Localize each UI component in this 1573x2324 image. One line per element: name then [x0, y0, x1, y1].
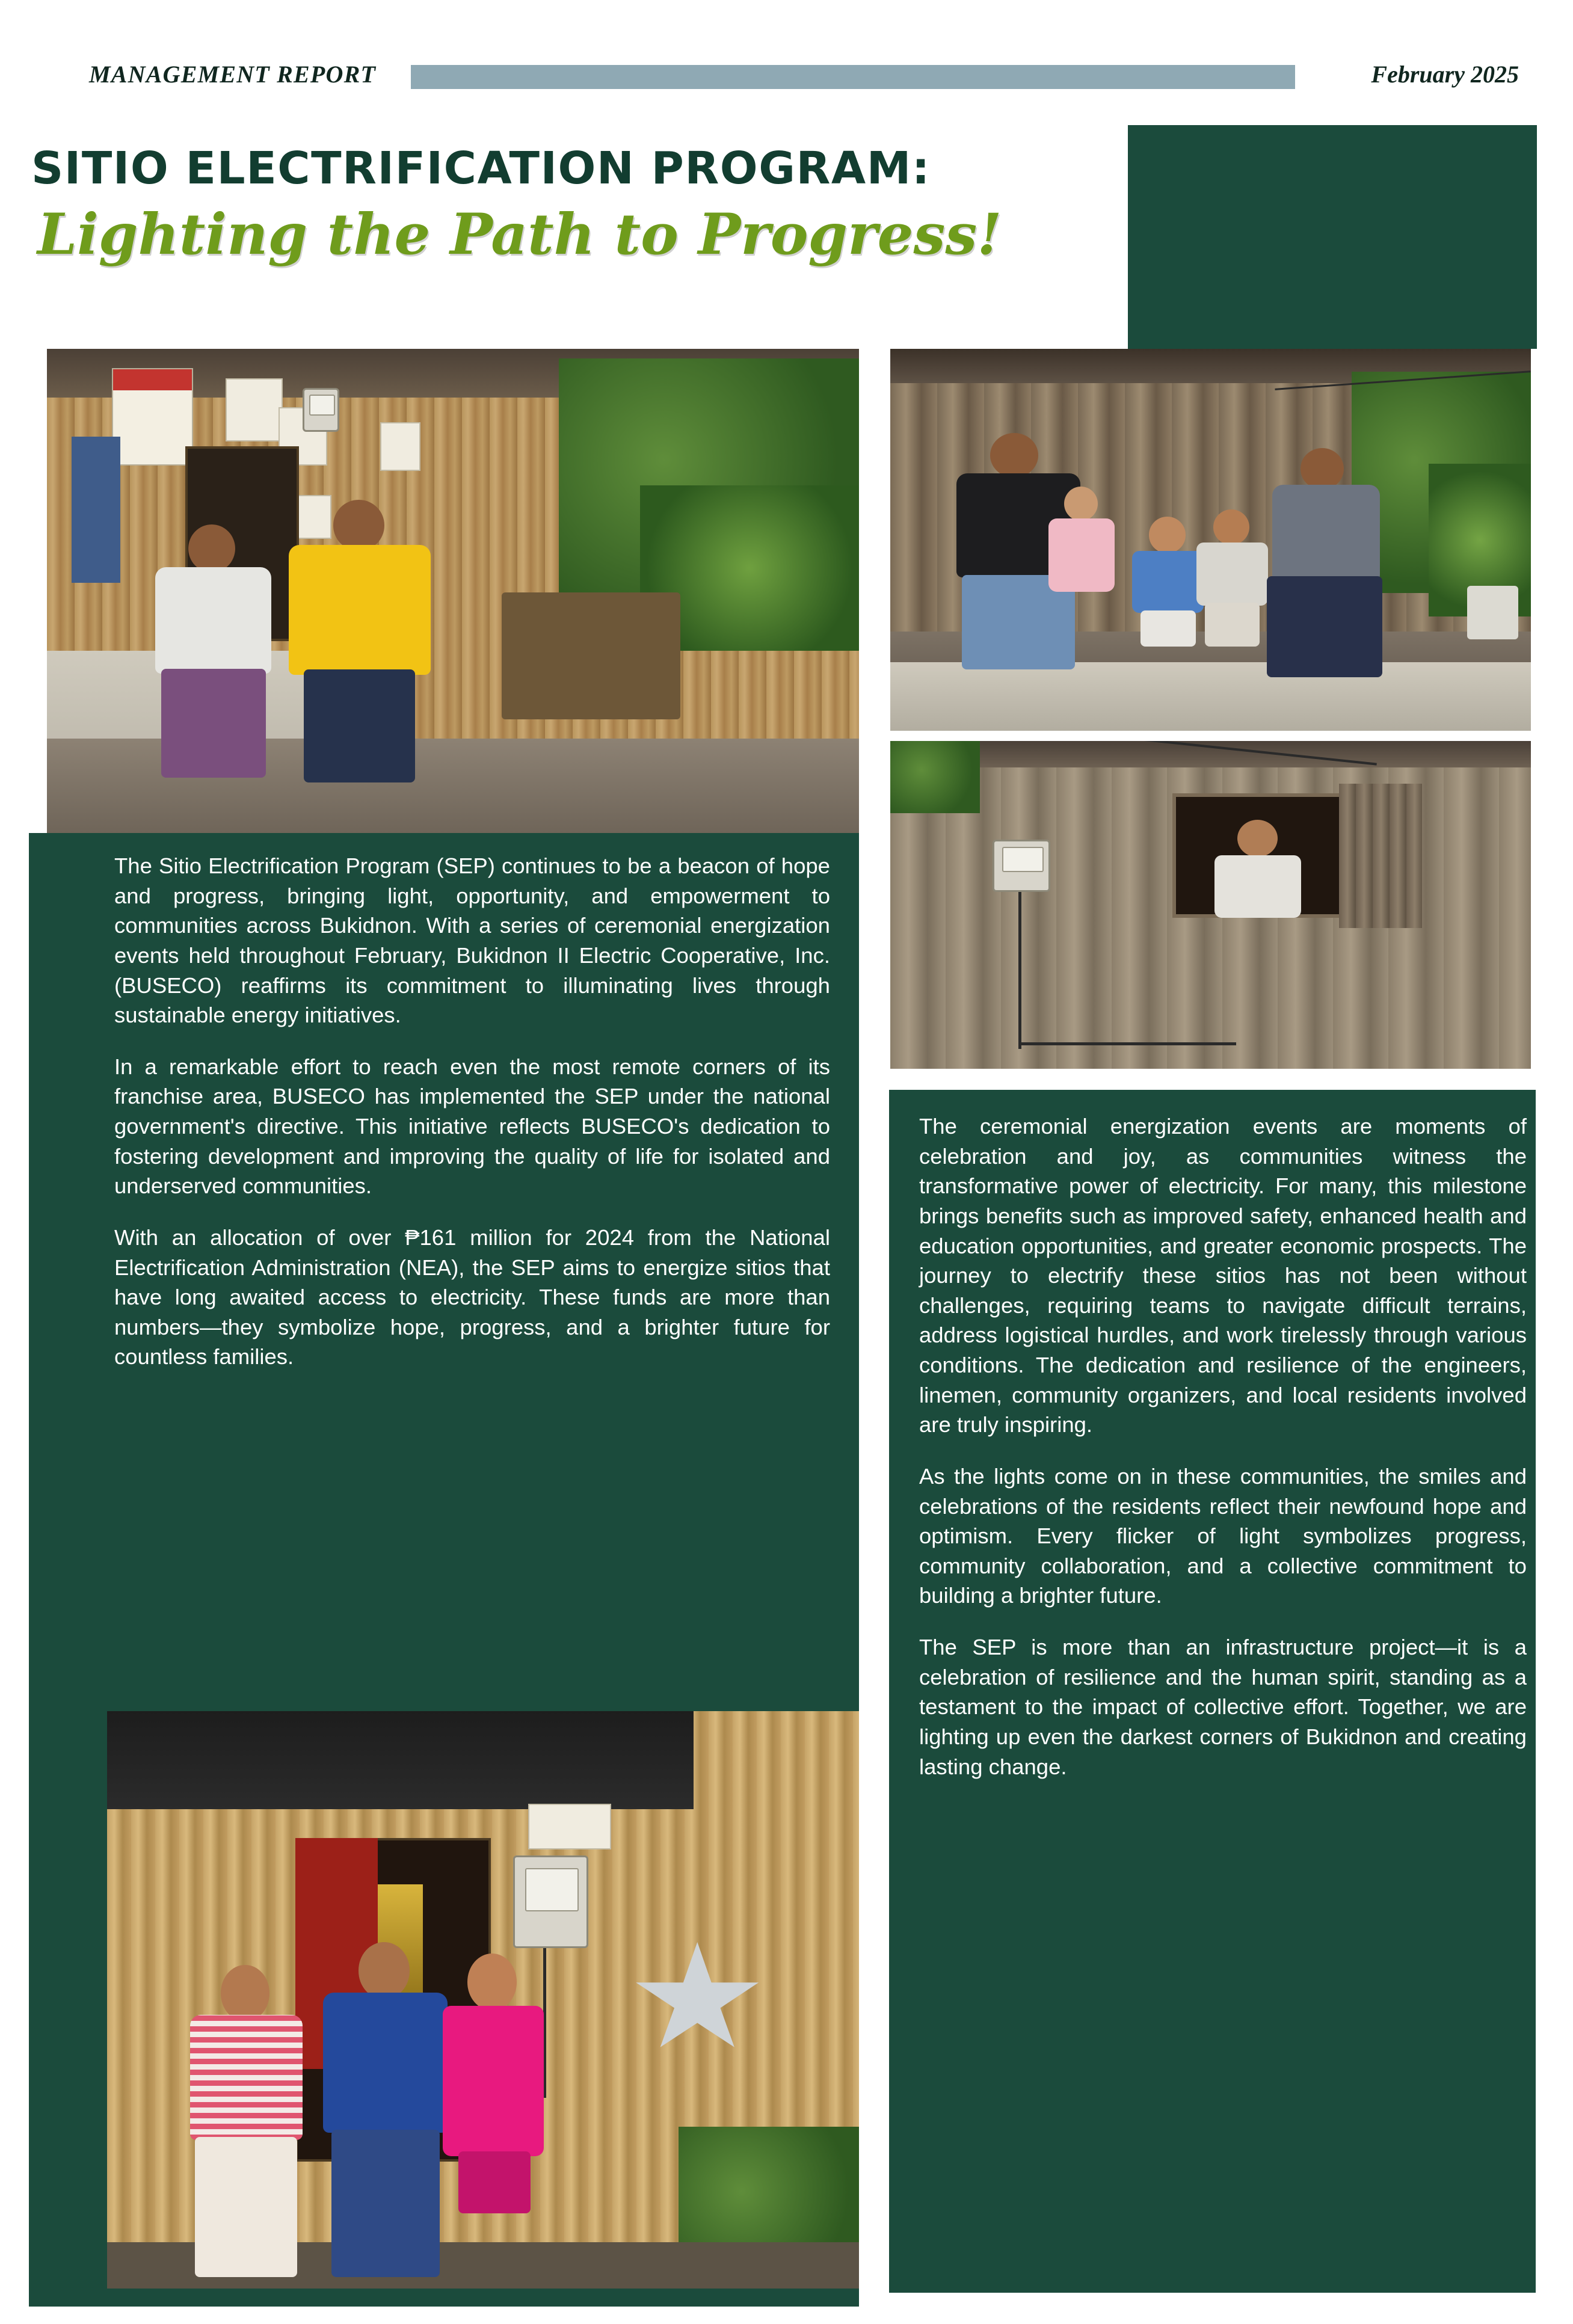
right-column-body — [919, 1111, 1527, 1803]
report-label: MANAGEMENT REPORT — [89, 61, 377, 88]
right-paragraph-2: As the lights come on in these communities, the smiles and celebrations of the residents reflect their newfound hope and optimism. Every flicker of light symbolizes progress, community collaboration, and a collective commitment to building a brighter future. — [919, 1463, 1527, 1608]
left-paragraph-1: The Sitio Electrification Program (SEP) continues to be a beacon of hope and progress, bringing light, opportunity, and empowerment to communities across Bukidnon. With a series of ceremonial energization events held throughout February, Bukidnon II Electric Cooperative, Inc. (BUSECO) reaffirms its commitment to illuminating lives through sustainable energy initiatives. — [114, 853, 830, 1028]
photo-family-porch — [890, 349, 1531, 731]
right-paragraph-3: The SEP is more than an infrastructure project—it is a celebration of resilience and the human spirit, standing as a testament to the impact of collective effort. Together, we are lighting up even the darkest corners of Bukidnon and creating lasting change. — [919, 1635, 1527, 1779]
right-paragraph-1: The ceremonial energization events are moments of celebration and joy, as communities witness the transformative power of electricity. For many, this milestone brings benefits such as improved safety, enhanced health and education opportunities, and greater economic prospects. The journey to electrify these sitios has not been without challenges, requiring teams to navigate difficult terrains, address logistical hurdles, and work tirelessly through various conditions. The dedication and resilience of the engineers, linemen, community organizers, and local residents involved are truly inspiring. — [919, 1114, 1527, 1437]
page-title: SITIO ELECTRIFICATION PROGRAM: — [31, 143, 931, 194]
title-block — [0, 135, 1131, 340]
left-paragraph-3: With an allocation of over ₱161 million for 2024 from the National Electrification Administration (NEA), the SEP aims to energize sitios that have long awaited access to electricity. These funds are more than numbers—they symbolize hope, progress, and a brighter future for countless families. — [114, 1225, 830, 1370]
title-accent-block — [1128, 125, 1537, 349]
page-header — [0, 0, 1573, 138]
page-subtitle: Lighting the Path to Progress! — [37, 201, 1002, 268]
left-column-body — [114, 851, 830, 1394]
report-date: February 2025 — [1371, 61, 1519, 88]
header-decorative-bar — [411, 65, 1295, 89]
photo-woman-window — [890, 741, 1531, 1069]
left-margin — [0, 349, 29, 2324]
left-paragraph-2: In a remarkable effort to reach even the most remote corners of its franchise area, BUSECO has implemented the SEP under the national government's directive. This initiative reflects BUSECO's dedication to fostering development and improving the quality of life for isolated and underserved communities. — [114, 1054, 830, 1199]
photo-family-doorway — [107, 1711, 859, 2289]
photo-elderly-couple — [47, 349, 859, 836]
